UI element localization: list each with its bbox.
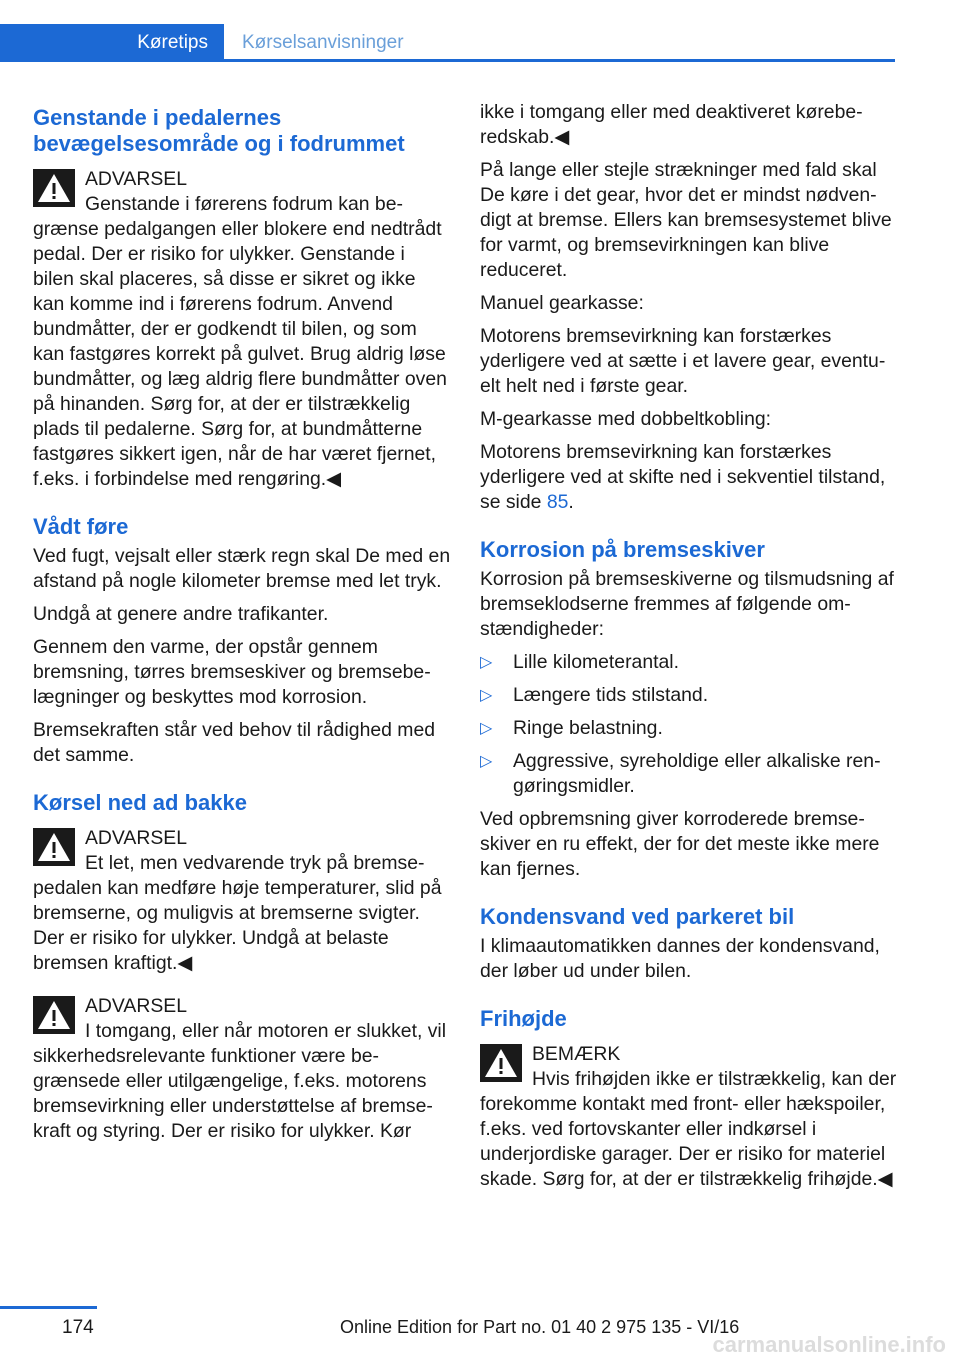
paragraph: Korrosion på bremseskiverne og tilsmudsning af bremseklodserne fremmes af følgende omstændigheder: (480, 568, 894, 640)
notice-text: Hvis frihøjden ikke er tilstrækkelig, kan der forekomme kontakt med front- eller hækspoiler, f.eks. ved fortovskanter eller indkørsel i underjordiske garager. Der er risiko for materiel skade. Sørg for, at der er tilstrækkelig frihøjde.◀ (480, 1068, 897, 1190)
notice-icon (480, 1044, 522, 1082)
tab-korselsanvisninger[interactable]: Kørselsanvisninger (242, 32, 404, 53)
paragraph-end: . (568, 491, 574, 513)
paragraph: På lange eller stejle strækninger med fald skal De køre i det gear, hvor det er mindst nødvendigt at bremse. Ellers kan bremsesystemet blive for varmt, og bremsevirkningen kan blive reduceret. (480, 159, 892, 281)
heading-pedal-area: Genstande i pedalernes bevægelsesområde og i fodrummet (33, 105, 405, 156)
bullet-list (480, 650, 898, 799)
paragraph: Gennem den varme, der opstår gennem bremsning, tørres bremseskiver og bremsebelægninger og beskyttes mod korrosion. (33, 636, 431, 708)
paragraph-with-page-ref (480, 440, 898, 515)
paragraph: Ved opbremsning giver korroderede bremseskiver en ru effekt, der for det meste ikke mere kan fjernes. (480, 808, 880, 880)
tab-underline (0, 59, 895, 62)
warning-label: ADVARSEL (85, 995, 188, 1017)
warning-label: ADVARSEL (85, 827, 188, 849)
triangle-bullet-icon: ▷ (480, 720, 493, 737)
heading-wet-roads: Vådt føre (33, 514, 129, 539)
heading-downhill: Kørsel ned ad bakke (33, 790, 247, 815)
triangle-bullet-icon: ▷ (480, 753, 493, 770)
heading-condensation: Kondensvand ved parkeret bil (480, 904, 795, 929)
page-reference-link[interactable]: 85 (546, 491, 569, 513)
paragraph: Motorens bremsevirkning kan forstærkes yderligere ved at sætte i et lavere gear, eventuelt helt ned i første gear. (480, 325, 886, 397)
warning-icon (33, 996, 75, 1034)
paragraph: I klimaautomatikken dannes der kondensvand, der løber ud under bilen. (480, 935, 880, 982)
warning-block-2 (33, 826, 451, 976)
warning-icon (33, 169, 75, 207)
edition-info: Online Edition for Part no. 01 40 2 975 135 - VI/16 (340, 1317, 740, 1337)
paragraph: ikke i tomgang eller med deaktiveret køreberedskab.◀ (480, 101, 863, 148)
triangle-bullet-icon: ▷ (480, 687, 493, 704)
heading-ground-clearance: Frihøjde (480, 1006, 567, 1031)
warning-text: Genstande i førerens fodrum kan begrænse pedalgangen eller blokere end nedtrådt pedal. Der er risiko for ulykker. Genstande i bilen skal placeres, så disse er sikret og ikke kan komme ind i førerens fodrum. Anvend bundmåtter, der er godkendt til bilen, og som kan fastgøres korrekt på gulvet. Brug aldrig løse bundmåtter, og læg aldrig flere bundmåtter oven på hinanden. Sørg for, at der er tilstrækkelig plads til pedalerne. Sørg for, at bundmåtterne fastgøres sikkert igen, når de har været fjernet, f.eks. i forbindelse med rengøring.◀ (33, 193, 447, 490)
list-item: ▷ Længere tids stilstand. (480, 684, 709, 706)
list-item: ▷ Ringe belastning. (480, 717, 663, 739)
warning-text: I tomgang, eller når motoren er slukket, vil sikkerhedsrelevante funktioner være begrænsede eller utilgængelige, f.eks. motorens bremsevirkning eller understøttelse af bremsekraft og styring. Der er risiko for ulykker. Kør (33, 1020, 447, 1142)
paragraph-text: Motorens bremsevirkning kan forstærkes yderligere ved at skifte ned i sekventiel tilstand, se side (480, 441, 886, 513)
list-item: ▷ Lille kilometerantal. (480, 651, 679, 673)
warning-block-3 (33, 994, 451, 1144)
page-number: 174 (62, 1317, 94, 1338)
paragraph: Undgå at genere andre trafikanter. (33, 603, 329, 625)
heading-brake-corrosion: Korrosion på bremseskiver (480, 537, 765, 562)
paragraph: Ved fugt, vejsalt eller stærk regn skal De med en afstand på nogle kilometer bremse med let tryk. (33, 545, 451, 592)
paragraph: M-gearkasse med dobbeltkobling: (480, 408, 772, 430)
paragraph: Manuel gearkasse: (480, 292, 644, 314)
notice-block (480, 1042, 898, 1192)
triangle-bullet-icon: ▷ (480, 654, 493, 671)
notice-label: BEMÆRK (532, 1043, 621, 1065)
tab-koretips[interactable]: Køretips (0, 24, 224, 62)
watermark: carmanualsonline.info (712, 1332, 946, 1357)
warning-block-1 (33, 167, 451, 492)
right-column (480, 100, 898, 1200)
list-item: ▷ Aggressive, syreholdige eller alkaliske rengøringsmidler. (480, 750, 881, 797)
footer-rule (0, 1306, 97, 1309)
warning-text: Et let, men vedvarende tryk på bremsepedalen kan medføre høje temperaturer, slid på bremserne, og muligvis at bremserne svigter. Der er risiko for ulykker. Undgå at belaste bremsen kraftigt.◀ (33, 852, 442, 974)
warning-icon (33, 828, 75, 866)
warning-label: ADVARSEL (85, 168, 188, 190)
paragraph: Bremsekraften står ved behov til rådighed med det samme. (33, 719, 436, 766)
chapter-tab-bar (0, 24, 895, 62)
left-column (33, 100, 451, 1152)
